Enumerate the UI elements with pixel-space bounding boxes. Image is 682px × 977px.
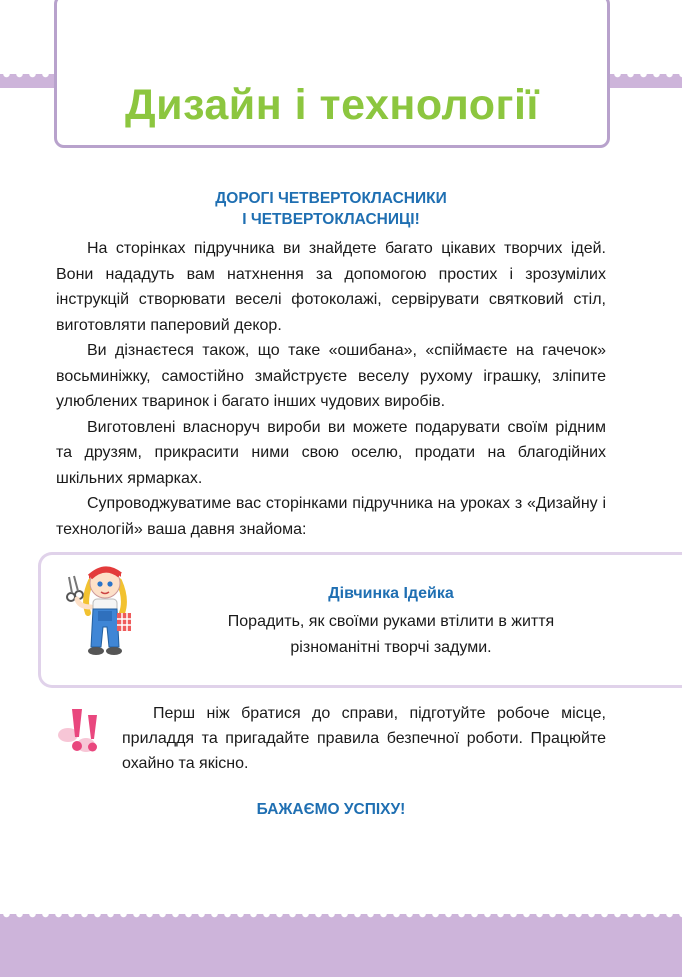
closing-wish: БАЖАЄМО УСПІХУ! <box>256 801 406 818</box>
bottom-dotted-border <box>0 910 682 918</box>
paragraph: Ви дізнаєтеся також, що таке «ошибана», «спіймаєте на гачечок» восьминіжку, самостійно змайструєте веселу рухому іграшку, зліпите улюблених тваринок і багато інших чудових виробів. <box>56 342 606 410</box>
exclamation-warning-icon <box>54 705 106 761</box>
greeting-heading-line1: ДОРОГІ ЧЕТВЕРТОКЛАСНИКИ <box>215 190 447 207</box>
character-description-line2: різноманітні творчі задуми. <box>290 638 492 656</box>
bottom-decorative-band <box>0 914 682 977</box>
safety-warning-text: Перш ніж братися до справи, підготуйте робоче місце, приладдя та пригадайте правила безпечної роботи. Працюйте охайно та якісно. <box>122 705 606 772</box>
character-name: Дівчинка Ідейка <box>328 585 454 602</box>
paragraph: Виготовлені власноруч вироби ви можете подарувати своїм рідним та друзям, прикрасити ними свою оселю, продати на благодійних шкільних ярмарках. <box>56 418 606 487</box>
greeting-heading-line2: І ЧЕТВЕРТОКЛАСНИЦІ! <box>242 211 420 228</box>
character-description-line1: Порадить, як своїми руками втілити в життя <box>227 613 555 630</box>
intro-text <box>56 236 606 542</box>
paragraph: Супроводжуватиме вас сторінками підручника на уроках з «Дизайну і технологій» ваша давня знайома: <box>56 495 606 538</box>
character-card <box>38 552 682 688</box>
safety-warning <box>122 701 606 776</box>
page-title: Дизайн і технології <box>125 81 539 129</box>
title-frame <box>54 0 610 148</box>
girl-with-scissors-illustration <box>61 561 139 681</box>
paragraph: На сторінках підручника ви знайдете багато цікавих творчих ідей. Вони нададуть вам натхнення за допомогою простих і зрозумілих інструкцій створювати веселі фотоколажі, сервірувати святковий стіл, виготовляти паперовий декор. <box>56 240 606 334</box>
character-description <box>176 609 606 660</box>
